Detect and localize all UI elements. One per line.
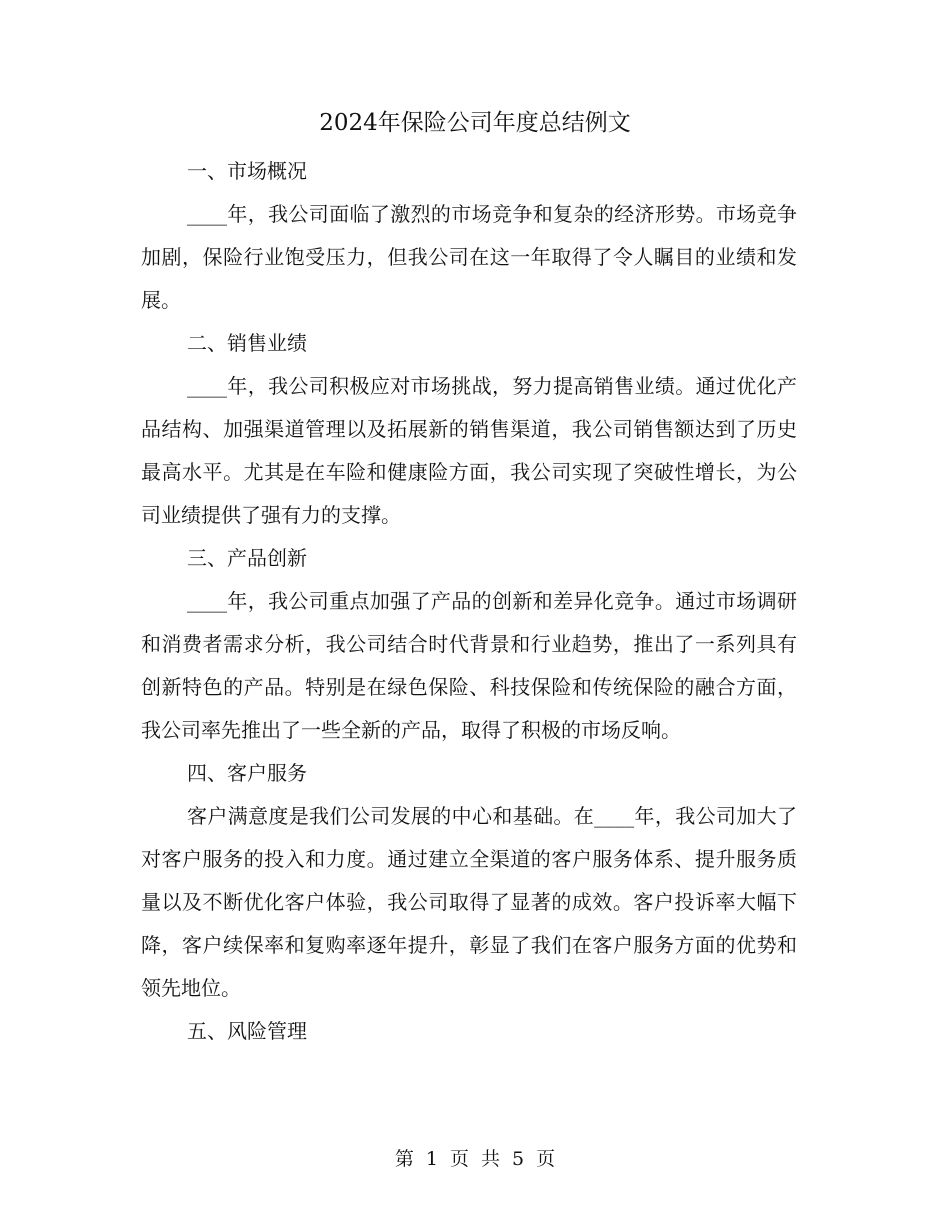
section-paragraph: ____年，我公司面临了激烈的市场竞争和复杂的经济形势。市场竞争加剧，保险行业饱受压力，但我公司在这一年取得了令人瞩目的业绩和发展。 (141, 202, 797, 312)
section-heading: 五、风险管理 (187, 1019, 307, 1043)
document-body (141, 150, 797, 1053)
page-number-footer: 第 1 页 共 5 页 (394, 1148, 556, 1170)
section-product-innovation (141, 537, 797, 752)
section-paragraph: ____年，我公司重点加强了产品的创新和差异化竞争。通过市场调研和消费者需求分析，我公司结合时代背景和行业趋势，推出了一系列具有创新特色的产品。特别是在绿色保险、科技保险和传统保险的融合方面，我公司率先推出了一些全新的产品，取得了积极的市场反响。 (141, 589, 797, 742)
section-risk-management (141, 1010, 797, 1053)
document-title: 2024年保险公司年度总结例文 (319, 110, 631, 136)
section-heading: 二、销售业绩 (187, 331, 307, 355)
section-heading: 一、市场概况 (187, 159, 307, 183)
section-heading: 三、产品创新 (187, 546, 307, 570)
section-market-overview (141, 150, 797, 322)
section-sales-performance (141, 322, 797, 537)
section-paragraph: ____年，我公司积极应对市场挑战，努力提高销售业绩。通过优化产品结构、加强渠道管理以及拓展新的销售渠道，我公司销售额达到了历史最高水平。尤其是在车险和健康险方面，我公司实现了突破性增长，为公司业绩提供了强有力的支撑。 (141, 374, 797, 527)
section-paragraph: 客户满意度是我们公司发展的中心和基础。在____年，我公司加大了对客户服务的投入和力度。通过建立全渠道的客户服务体系、提升服务质量以及不断优化客户体验，我公司取得了显著的成效。客户投诉率大幅下降，客户续保率和复购率逐年提升，彰显了我们在客户服务方面的优势和领先地位。 (141, 804, 797, 1000)
section-heading: 四、客户服务 (187, 761, 307, 785)
section-customer-service (141, 752, 797, 1010)
